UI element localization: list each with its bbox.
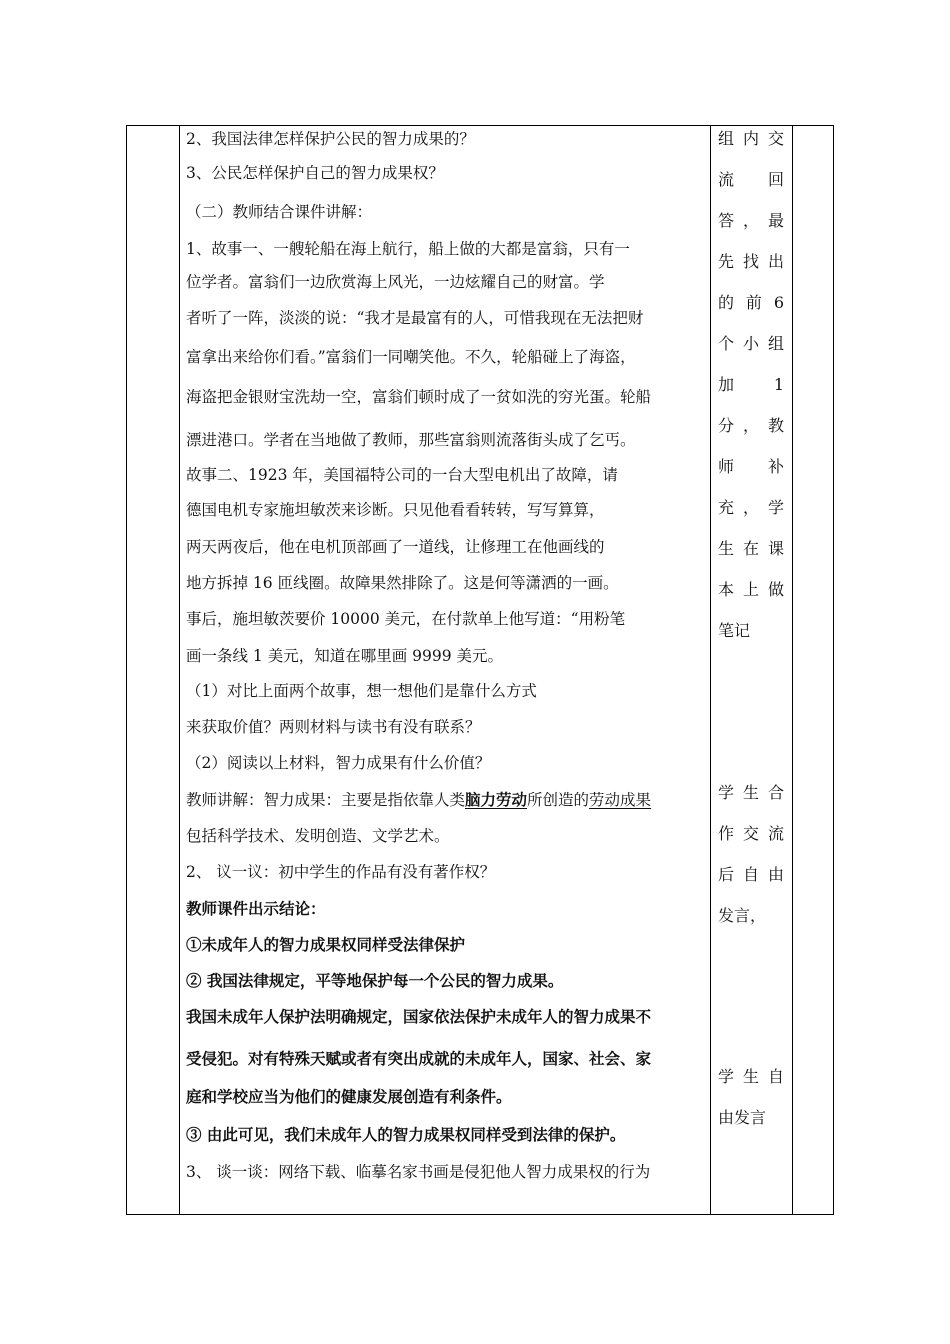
lecture-term-labor-result: 劳动成果	[589, 791, 652, 809]
law-line: 受侵犯。对有特殊天赋或者有突出成就的未成年人，国家、社会、家	[186, 1049, 652, 1068]
talk-question: 3、 谈一谈：网络下载、临摹名家书画是侵犯他人智力成果权的行为	[186, 1163, 651, 1181]
question-1a: （1）对比上面两个故事，想一想他们是靠什么方式	[186, 682, 537, 700]
story2-line: 画一条线 1 美元，知道在哪里画 9999 美元。	[186, 647, 504, 665]
activity-line: 学 生 合	[718, 783, 784, 802]
story1-line: 漂进港口。学者在当地做了教师，那些富翁则流落街头成了乞丐。	[186, 431, 636, 449]
activity-line: 的 前 6	[718, 293, 784, 312]
column-divider	[710, 126, 711, 1214]
activity-line: 发言，	[718, 906, 767, 925]
lecture-line-2: 包括科学技术、发明创造、文学艺术。	[186, 827, 450, 845]
story1-line: 富拿出来给你们看。”富翁们一同嘲笑他。不久，轮船碰上了海盗，	[186, 348, 636, 366]
conclusion-title: 教师课件出示结论：	[186, 899, 326, 918]
lecture-line	[186, 790, 651, 810]
activity-line: 作 交 流	[718, 824, 784, 843]
story1-line: 1、故事一、一艘轮船在海上航行，船上做的大都是富翁，只有一	[186, 240, 630, 258]
story2-line: 两天两夜后，他在电机顶部画了一道线，让修理工在他画线的	[186, 538, 605, 556]
activity-line: 分 ， 教	[718, 416, 784, 435]
activity-line: 先 找 出	[718, 252, 784, 271]
law-line: 我国未成年人保护法明确规定，国家依法保护未成年人的智力成果不	[186, 1007, 652, 1026]
column-divider	[179, 126, 180, 1214]
activity-line: 组 内 交	[718, 129, 784, 148]
discuss-question: 2、 议一议：初中学生的作品有没有著作权？	[186, 863, 496, 881]
story1-line: 者听了一阵，淡淡的说：“我才是最富有的人，可惜我现在无法把财	[186, 309, 644, 327]
story2-line: 故事二、1923 年，美国福特公司的一台大型电机出了故障，请	[186, 466, 618, 484]
activity-line: 本 上 做	[718, 580, 784, 599]
activity-line: 充 ， 学	[718, 498, 784, 517]
story2-line: 德国电机专家施坦敏茨来诊断。只见他看看转转，写写算算，	[186, 501, 605, 519]
story1-line: 海盗把金银财宝洗劫一空，富翁们顿时成了一贫如洗的穷光蛋。轮船	[186, 388, 652, 406]
activity-line: 后 自 由	[718, 865, 784, 884]
story2-line: 地方拆掉 16 匝线圈。故障果然排除了。这是何等潇洒的一画。	[186, 574, 619, 592]
question-1b: 来获取价值？两则材料与读书有没有联系？	[186, 718, 481, 736]
conclusion-3: ③ 由此可见，我们未成年人的智力成果权同样受到法律的保护。	[186, 1125, 626, 1144]
activity-line: 加 1	[718, 375, 784, 394]
activity-line: 师 补	[718, 457, 784, 476]
law-line: 庭和学校应当为他们的健康发展创造有利条件。	[186, 1087, 512, 1106]
story2-line: 事后，施坦敏茨要价 10000 美元，在付款单上他写道：“用粉笔	[186, 610, 626, 628]
column-divider	[792, 126, 793, 1214]
activity-line: 流 回	[718, 170, 784, 189]
conclusion-1: ①未成年人的智力成果权同样受法律保护	[186, 935, 466, 954]
activity-line: 个 小 组	[718, 334, 784, 353]
section-heading: （二）教师结合课件讲解：	[186, 203, 373, 221]
lecture-term-brain-labor: 脑力劳动	[465, 790, 528, 809]
question-2-value: （2）阅读以上材料，智力成果有什么价值？	[186, 754, 491, 772]
conclusion-2: ② 我国法律规定，平等地保护每一个公民的智力成果。	[186, 971, 564, 990]
lecture-middle: 所创造的	[527, 791, 590, 809]
story1-line: 位学者。富翁们一边欣赏海上风光，一边炫耀自己的财富。学	[186, 273, 605, 291]
question-3: 3、公民怎样保护自己的智力成果权？	[186, 164, 444, 182]
question-2: 2、我国法律怎样保护公民的智力成果的？	[186, 130, 475, 148]
lecture-prefix: 教师讲解：智力成果：主要是指依靠人类	[186, 791, 466, 809]
activity-line: 学 生 自	[718, 1067, 784, 1086]
activity-line: 由发言	[718, 1108, 767, 1127]
activity-line: 答 ， 最	[718, 211, 784, 230]
activity-line: 笔记	[718, 621, 751, 640]
activity-line: 生 在 课	[718, 539, 784, 558]
